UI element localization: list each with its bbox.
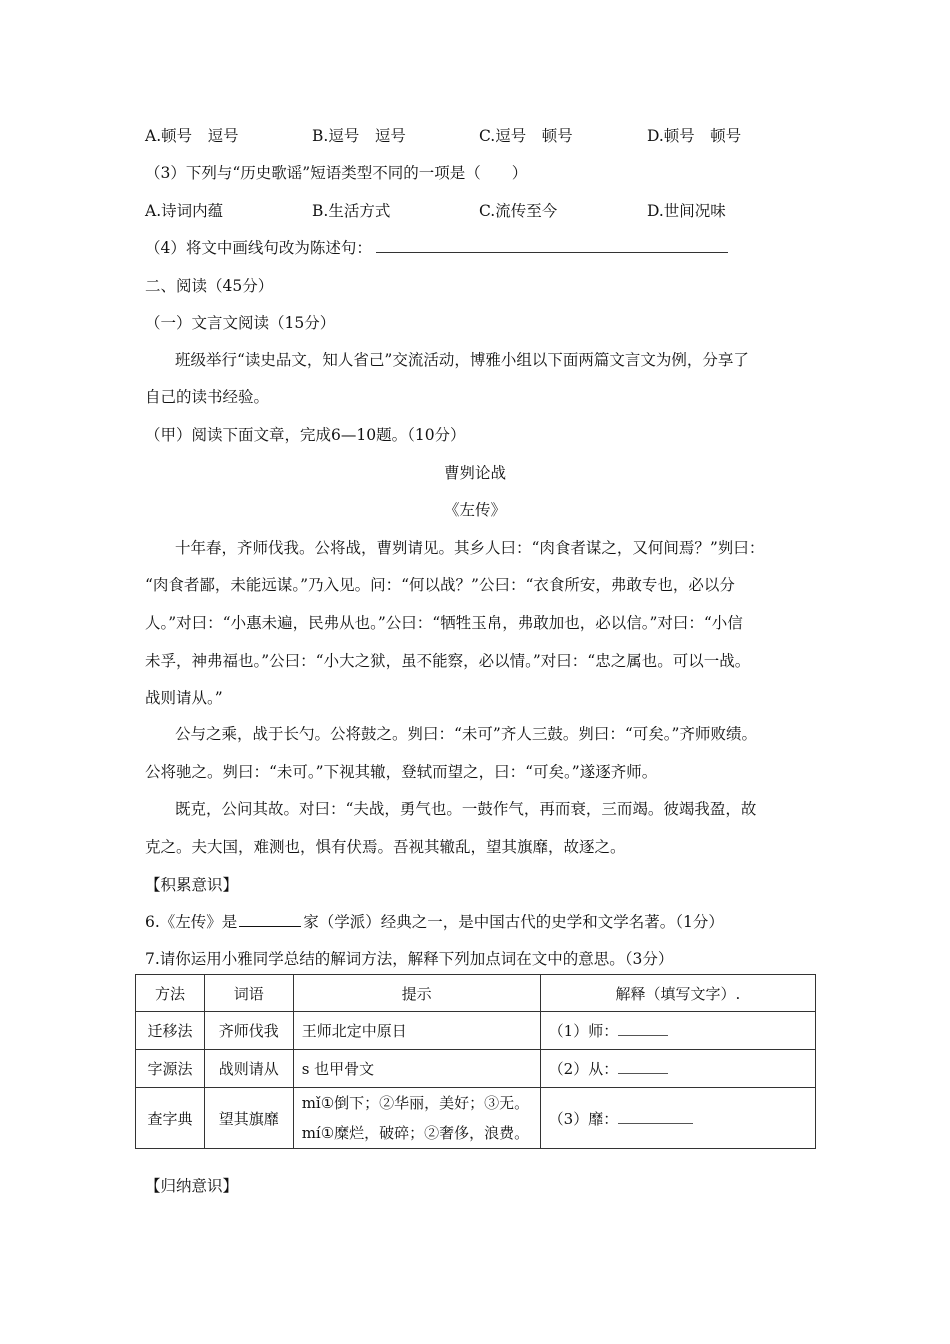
part-a-instruction: （甲）阅读下面文章，完成6—10题。（10分） — [145, 426, 466, 444]
passage-line: 未孚，神弗福也。”公曰：“小大之狱，虽不能察，必以情。”对曰：“忠之属也。可以一战。 — [145, 652, 751, 670]
passage-line: 人。”对曰：“小惠未遍，民弗从也。”公曰：“牺牲玉帛，弗敢加也，必以信。”对曰：“小信 — [145, 614, 743, 632]
phrase-cell: 望其旗靡 — [204, 1088, 293, 1149]
table-row — [136, 1012, 816, 1050]
answer-blank[interactable] — [618, 1061, 668, 1074]
header-answer: 解释（填写文字）. — [540, 975, 815, 1012]
intro-line-1: 班级举行“读史品文，知人省己”交流活动，博雅小组以下面两篇文言文为例，分享了 — [175, 351, 749, 369]
method-cell: 迁移法 — [136, 1012, 205, 1050]
q7-stem: 7.请你运用小雅同学总结的解词方法，解释下列加点词在文中的意思。（3分） — [145, 950, 674, 968]
q6-stem-start: 6.《左传》是 — [145, 913, 238, 931]
q3-option-c: C.流传至今 — [479, 202, 558, 220]
intro-line-2: 自己的读书经验。 — [145, 388, 270, 406]
passage-source: 《左传》 — [443, 501, 506, 519]
q2-option-c: C.逗号 顿号 — [479, 127, 573, 145]
passage-line: 既克，公问其故。对曰：“夫战，勇气也。一鼓作气，再而衰，三而竭。彼竭我盈，故 — [175, 800, 757, 818]
q3-option-d: D.世间况味 — [647, 202, 726, 220]
hint-cell: 王师北定中原日 — [293, 1012, 540, 1050]
answer-blank[interactable] — [618, 1023, 668, 1036]
q2-option-d: D.顿号 顿号 — [647, 127, 742, 145]
passage-line: 公将驰之。刿曰：“未可。”下视其辙，登轼而望之，曰：“可矣。”遂逐齐师。 — [145, 763, 658, 781]
passage-line: 克之。夫大国，难测也，惧有伏焉。吾视其辙乱，望其旗靡，故逐之。 — [145, 838, 626, 856]
passage-title: 曹刿论战 — [443, 464, 506, 482]
passage-line: 公与之乘，战于长勺。公将鼓之。刿曰：“未可”齐人三鼓。刿曰：“可矣。”齐师败绩。 — [175, 725, 757, 743]
q6-stem-end: 家（学派）经典之一，是中国古代的史学和文学名著。（1分） — [303, 913, 724, 931]
section-title: 二、阅读（45分） — [145, 277, 274, 295]
header-method: 方法 — [136, 975, 205, 1012]
phrase-cell: 战则请从 — [204, 1050, 293, 1088]
header-phrase: 词语 — [204, 975, 293, 1012]
answer-label: （3）靡： — [548, 1109, 619, 1128]
hint-line: mí①糜烂，破碎；②奢侈，浪费。 — [301, 1124, 530, 1142]
q3-option-b: B.生活方式 — [312, 202, 391, 220]
q3-stem: （3）下列与“历史歌谣”短语类型不同的一项是（ ） — [145, 164, 528, 182]
hint-line: mǐ①倒下；②华丽，美好；③无。 — [301, 1094, 530, 1112]
q4-stem: （4）将文中画线句改为陈述句： — [145, 239, 372, 257]
method-cell: 字源法 — [136, 1050, 205, 1088]
passage-line: “肉食者鄙，未能远谋。”乃入见。问：“何以战？”公曰：“衣食所安，弗敢专也，必以分 — [145, 576, 735, 594]
q4-line — [145, 236, 728, 258]
answer-cell — [540, 1050, 815, 1088]
induction-heading: 【归纳意识】 — [145, 1177, 239, 1195]
answer-blank[interactable] — [618, 1111, 693, 1124]
answer-label: （2）从： — [548, 1060, 619, 1078]
header-hint: 提示 — [293, 975, 540, 1012]
q6-line — [145, 910, 724, 932]
table-row — [136, 1088, 816, 1149]
hint-cell: s 也甲骨文 — [293, 1050, 540, 1088]
answer-label: （1）师： — [548, 1022, 619, 1040]
passage-line: 十年春，齐师伐我。公将战，曹刿请见。其乡人曰：“肉食者谋之，又何间焉？”刿曰： — [175, 539, 765, 557]
q6-answer-blank[interactable] — [239, 914, 301, 927]
section-subtitle: （一）文言文阅读（15分） — [145, 314, 336, 332]
q2-option-a: A.顿号 逗号 — [145, 127, 239, 145]
answer-cell — [540, 1088, 815, 1149]
q3-option-a: A.诗词内蕴 — [145, 202, 224, 220]
q4-answer-blank[interactable] — [376, 240, 728, 253]
table-header-row — [136, 975, 816, 1012]
phrase-cell: 齐师伐我 — [204, 1012, 293, 1050]
word-method-table — [135, 974, 816, 1149]
answer-cell — [540, 1012, 815, 1050]
method-cell: 查字典 — [136, 1088, 205, 1149]
accumulation-heading: 【积累意识】 — [145, 876, 239, 894]
hint-cell — [293, 1088, 540, 1149]
q2-option-b: B.逗号 逗号 — [312, 127, 406, 145]
table-row — [136, 1050, 816, 1088]
passage-line: 战则请从。” — [145, 689, 223, 707]
